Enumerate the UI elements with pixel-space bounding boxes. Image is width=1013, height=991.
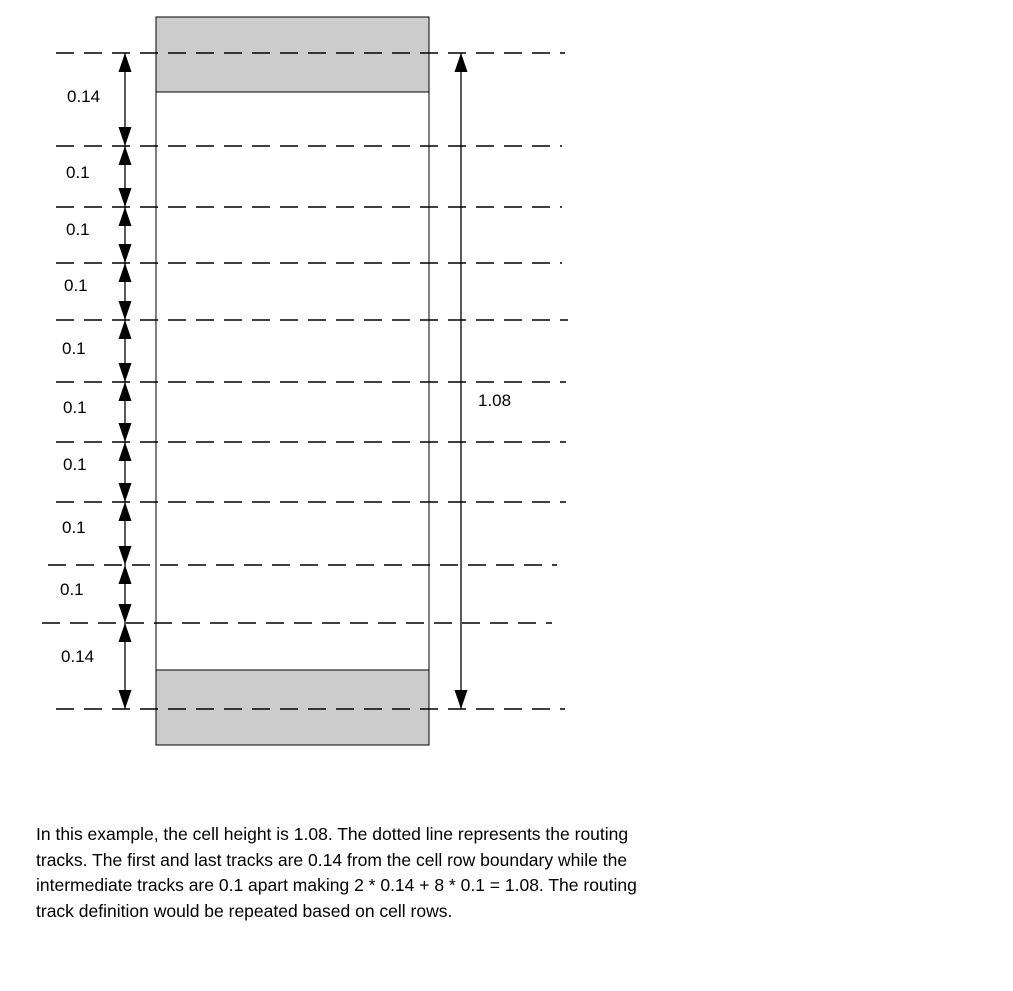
- spacing-label: 0.1: [63, 398, 87, 417]
- top-power-rail: [156, 17, 429, 92]
- spacing-label: 0.14: [61, 647, 95, 666]
- arrowhead-down-icon: [119, 483, 132, 502]
- arrowhead-down-icon: [119, 604, 132, 623]
- spacing-label: 0.1: [62, 339, 86, 358]
- arrowhead-up-icon: [119, 146, 132, 165]
- arrowhead-down-icon: [119, 301, 132, 320]
- spacing-label: 0.1: [66, 220, 90, 239]
- arrowhead-up-icon: [119, 502, 132, 521]
- caption: [36, 822, 776, 924]
- total-height-label: 1.08: [478, 391, 512, 410]
- arrowhead-down-icon: [455, 690, 468, 709]
- spacing-label: 0.14: [67, 87, 101, 106]
- arrowhead-down-icon: [119, 127, 132, 146]
- bottom-power-rail: [156, 670, 429, 745]
- spacing-label: 0.1: [63, 455, 87, 474]
- arrowhead-down-icon: [119, 546, 132, 565]
- spacing-label: 0.1: [62, 518, 86, 537]
- spacing-label: 0.1: [66, 163, 90, 182]
- arrowhead-up-icon: [119, 623, 132, 642]
- arrowhead-up-icon: [119, 53, 132, 72]
- caption-line: In this example, the cell height is 1.08. The dotted line represents the routing: [36, 824, 629, 844]
- arrowhead-down-icon: [119, 188, 132, 207]
- spacing-label: 0.1: [60, 580, 84, 599]
- arrowhead-up-icon: [119, 442, 132, 461]
- arrowhead-up-icon: [119, 565, 132, 584]
- arrowhead-up-icon: [119, 263, 132, 282]
- caption-line: track definition would be repeated based on cell rows.: [36, 900, 453, 921]
- arrowhead-down-icon: [119, 690, 132, 709]
- arrowhead-down-icon: [119, 363, 132, 382]
- caption-line: intermediate tracks are 0.1 apart making 2 * 0.14 + 8 * 0.1 = 1.08. The routing: [36, 875, 637, 895]
- arrowhead-down-icon: [119, 423, 132, 442]
- caption-line: tracks. The first and last tracks are 0.14 from the cell row boundary while the: [36, 849, 628, 870]
- arrowhead-down-icon: [119, 244, 132, 263]
- spacing-label: 0.1: [64, 276, 88, 295]
- arrowhead-up-icon: [119, 207, 132, 226]
- arrowhead-up-icon: [119, 320, 132, 339]
- arrowhead-up-icon: [119, 382, 132, 401]
- arrowhead-up-icon: [455, 53, 468, 72]
